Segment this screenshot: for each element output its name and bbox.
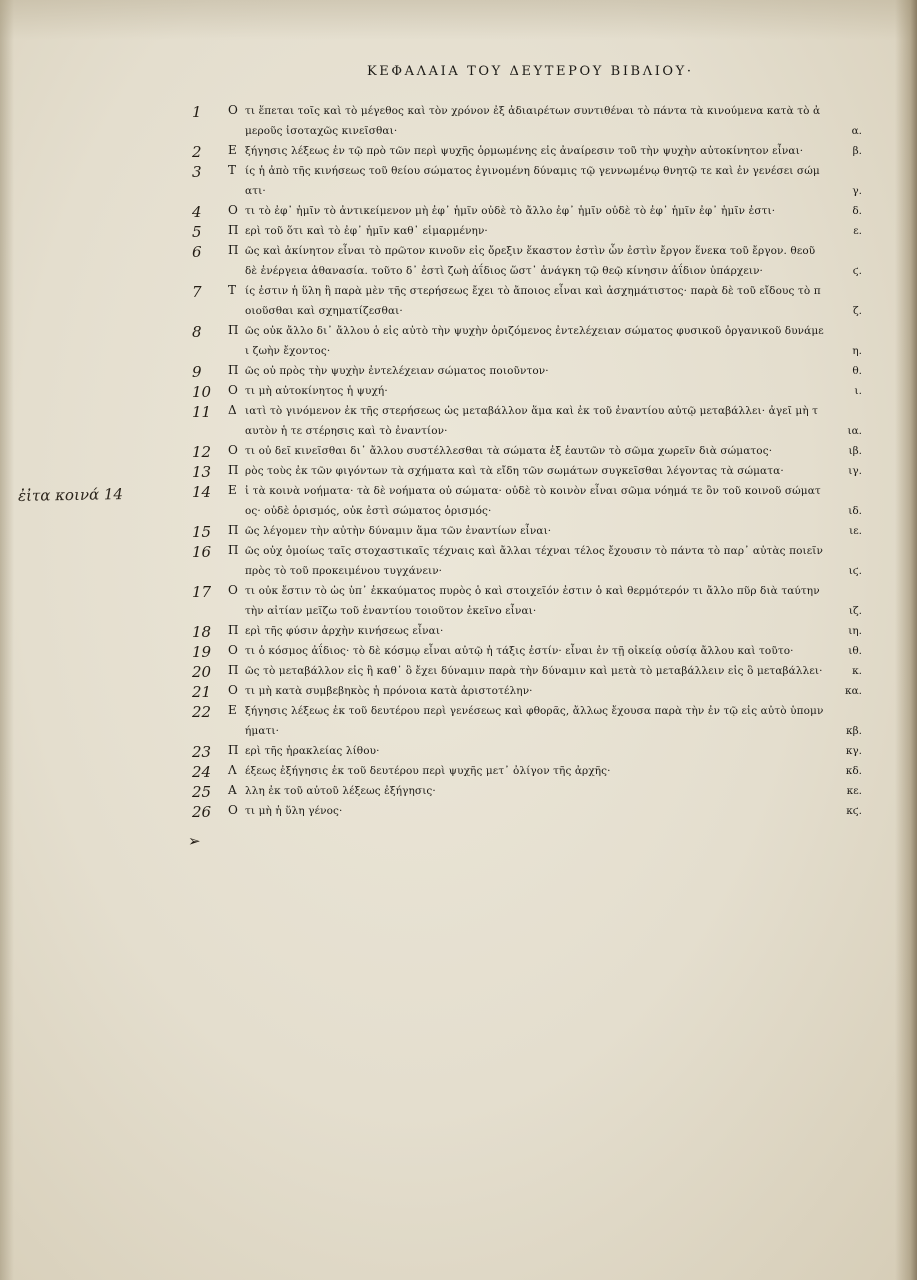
chapter-list xyxy=(192,101,868,821)
chapter-entry xyxy=(192,701,868,741)
entry-text: τι οὐ δεῖ κινεῖσθαι δι᾽ ἄλλου συστέλλεσθαι τὰ σώματα ἐξ ἑαυτῶν τὸ σῶμα χωρεῖν διὰ σώματος· xyxy=(245,445,773,457)
chapter-number: κβ. xyxy=(846,725,862,737)
entry-text: ρὸς τοὺς ἐκ τῶν φιγόντων τὰ σχήματα καὶ τὰ εἴδη τῶν σωμάτων συγκεῖσθαι λέγοντας τὰ σώματα· xyxy=(245,465,784,477)
pointer-mark-icon: ➢ xyxy=(188,832,201,850)
chapter-number: ε. xyxy=(853,225,862,237)
entry-text: τι ὁ κόσμος ἀΐδιος· τὸ δὲ κόσμῳ εἶναι αὐτῷ ἡ τάξις ἐστίν· εἶναι ἐν τῇ οἰκείᾳ οὐσίᾳ ἄλλου καὶ τοῦτο· xyxy=(245,645,794,657)
entry-text: ῶς καὶ ἀκίνητον εἶναι τὸ πρῶτον κινοῦν εἰς ὄρεξιν ἕκαστον ἐστὶν ὧν ἐστὶν ἔργον ἕνεκα τοῦ ἔργον. θεοῦ δὲ ἐνέργεια ἀθανασία. τοῦτο δ᾽ ἐστὶ ζωὴ ἀΐδιος ὥστ᾽ ἀνάγκη τῷ θεῷ κίνησιν ἀΐδιον ὑπάρχειν· xyxy=(245,245,816,277)
chapter-number: η. xyxy=(852,345,862,357)
chapter-entry xyxy=(192,461,868,481)
handwritten-number: 3 xyxy=(192,163,202,181)
chapter-number: ζ. xyxy=(852,305,862,317)
entry-text: ῶς οὐ πρὸς τὴν ψυχὴν ἐντελέχειαν σώματος ποιοῦντον· xyxy=(245,365,549,377)
chapter-entry xyxy=(192,241,868,281)
chapter-entry xyxy=(192,221,868,241)
handwritten-number: 7 xyxy=(192,283,202,301)
chapter-entry xyxy=(192,621,868,641)
handwritten-number: 19 xyxy=(192,643,212,661)
chapter-entry xyxy=(192,161,868,201)
entry-initial: Ο xyxy=(228,583,238,597)
chapter-number: κγ. xyxy=(845,745,862,757)
entry-initial: Ο xyxy=(228,103,238,117)
entry-initial: Π xyxy=(228,743,239,757)
chapter-number: ιζ. xyxy=(848,605,862,617)
entry-initial: Ο xyxy=(228,443,238,457)
entry-text: λλη ἐκ τοῦ αὐτοῦ λέξεως ἐξήγησις· xyxy=(245,785,436,797)
entry-text: ερὶ τοῦ ὅτι καὶ τὸ ἐφ᾽ ἡμῖν καθ᾽ εἱμαρμένην· xyxy=(245,225,488,237)
chapter-number: ιβ. xyxy=(848,445,862,457)
chapter-entry xyxy=(192,481,868,521)
handwritten-number: 21 xyxy=(192,683,212,701)
chapter-number: β. xyxy=(852,145,862,157)
entry-initial: Τ xyxy=(228,163,237,177)
top-edge-shadow xyxy=(0,0,917,40)
chapter-entry xyxy=(192,541,868,581)
entry-text: ῶς οὐκ ἄλλο δι᾽ ἄλλου ὁ εἰς αὐτὸ τὴν ψυχὴν ὁριζόμενος ἐντελέχειαν σώματος φυσικοῦ ὀργανικοῦ δυνάμει ζωὴν ἔχοντος· xyxy=(245,325,824,357)
chapter-entry xyxy=(192,441,868,461)
handwritten-number: 4 xyxy=(192,203,202,221)
chapter-number: κα. xyxy=(845,685,862,697)
entry-initial: Ο xyxy=(228,383,238,397)
chapter-number: κδ. xyxy=(845,765,862,777)
chapter-number: ιη. xyxy=(848,625,862,637)
handwritten-number: 9 xyxy=(192,363,202,381)
entry-text: ερὶ τῆς φύσιν ἀρχὴν κινήσεως εἶναι· xyxy=(245,625,444,637)
handwritten-number: 20 xyxy=(192,663,212,681)
chapter-number: κϛ. xyxy=(846,805,862,817)
chapter-number: ι. xyxy=(854,385,862,397)
chapter-entry xyxy=(192,761,868,781)
entry-text: ἰ τὰ κοινὰ νοήματα· τὰ δὲ νοήματα οὐ σώματα· οὐδὲ τὸ κοινὸν εἶναι σῶμα νόημά τε ὂν τοῦ κοινοῦ σώματος· οὐδὲ ὁρισμός, οὐκ ἐστὶ σώματος ὁρισμός· xyxy=(245,485,821,517)
chapter-entry xyxy=(192,801,868,821)
entry-text: τι ἕπεται τοῖς καὶ τὸ μέγεθος καὶ τὸν χρόνον ἐξ ἀδιαιρέτων συντιθέναι τὸ πάντα τὰ κινούμενα κατὰ τὸ ἀμεροῦς ἰσοταχῶς κινεῖσθαι· xyxy=(245,105,821,137)
chapter-entry xyxy=(192,781,868,801)
chapter-entry xyxy=(192,141,868,161)
handwritten-margin-note: ἐἰτα κοινά 14 xyxy=(17,485,124,505)
handwritten-number: 13 xyxy=(192,463,212,481)
handwritten-number: 12 xyxy=(192,443,212,461)
entry-text: ξήγησις λέξεως ἐκ τοῦ δευτέρου περὶ γενέσεως καὶ φθορᾶς, ἄλλως ἔχουσα παρὰ τὴν ἐν τῷ εἰς αὐτὸ ὑπομνήματι· xyxy=(245,705,824,737)
chapter-entry xyxy=(192,201,868,221)
chapter-number: ιγ. xyxy=(848,465,862,477)
entry-initial: Ο xyxy=(228,803,238,817)
chapter-entry xyxy=(192,661,868,681)
chapter-number: γ. xyxy=(852,185,862,197)
entry-initial: Ο xyxy=(228,683,238,697)
handwritten-number: 23 xyxy=(192,743,212,761)
entry-initial: Π xyxy=(228,243,239,257)
entry-initial: Ο xyxy=(228,643,238,657)
handwritten-number: 2 xyxy=(192,143,202,161)
entry-text: τι τὸ ἐφ᾽ ἡμῖν τὸ ἀντικείμενον μὴ ἐφ᾽ ἡμῖν οὐδὲ τὸ ἄλλο ἐφ᾽ ἡμῖν οὐδὲ τὸ ἐφ᾽ ἡμῖν ἐφ᾽ ἡμῖν ἐστι· xyxy=(245,205,776,217)
handwritten-number: 15 xyxy=(192,523,212,541)
chapter-entry xyxy=(192,281,868,321)
entry-initial: Π xyxy=(228,543,239,557)
handwritten-number: 24 xyxy=(192,763,212,781)
entry-text: ῶς λέγομεν τὴν αὐτὴν δύναμιν ἅμα τῶν ἐναντίων εἶναι· xyxy=(245,525,552,537)
chapter-entry xyxy=(192,401,868,441)
chapter-number: α. xyxy=(851,125,862,137)
entry-text: έξεως ἐξήγησις ἐκ τοῦ δευτέρου περὶ ψυχῆς μετ᾽ ὀλίγον τῆς ἀρχῆς· xyxy=(245,765,611,777)
entry-text: τι μὴ κατὰ συμβεβηκὸς ἡ πρόνοια κατὰ ἀριστοτέλην· xyxy=(245,685,533,697)
handwritten-number: 14 xyxy=(192,483,212,501)
chapter-number: ιε. xyxy=(849,525,862,537)
handwritten-number: 8 xyxy=(192,323,202,341)
handwritten-number: 1 xyxy=(192,103,202,121)
entry-text: ῶς τὸ μεταβάλλον εἰς ἢ καθ᾽ ὃ ἔχει δύναμιν παρὰ τὴν δύναμιν καὶ μετὰ τὸ μεταβάλλειν εἰς ὃ μεταβάλλει· xyxy=(245,665,823,677)
entry-initial: Τ xyxy=(228,283,237,297)
entry-text: ιατὶ τὸ γινόμενον ἐκ τῆς στερήσεως ὡς μεταβάλλον ἅμα καὶ ἐκ τοῦ ἐναντίου αὐτῷ μεταβάλλει· ἀγεῖ μὴ ταυτὸν ἡ τε στέρησις καὶ τὸ ἐναντίον· xyxy=(245,405,819,437)
chapter-entry xyxy=(192,741,868,761)
chapter-number: δ. xyxy=(852,205,862,217)
chapter-number: ϛ. xyxy=(852,265,862,277)
handwritten-number: 22 xyxy=(192,703,212,721)
chapter-entry xyxy=(192,361,868,381)
page-heading: ΚΕΦΑΛΑΙΑ ΤΟΥ ΔΕΥΤΕΡΟΥ ΒΙΒΛΙΟΥ· xyxy=(367,64,694,79)
page-right-edge xyxy=(895,0,917,1280)
entry-initial: Λ xyxy=(228,763,237,777)
entry-text: ερὶ τῆς ἡρακλείας λίθου· xyxy=(245,745,380,757)
entry-initial: Ο xyxy=(228,203,238,217)
handwritten-number: 26 xyxy=(192,803,212,821)
chapter-number: κ. xyxy=(852,665,862,677)
chapter-number: ιθ. xyxy=(848,645,862,657)
chapter-entry xyxy=(192,681,868,701)
handwritten-number: 18 xyxy=(192,623,212,641)
handwritten-number: 11 xyxy=(192,403,212,421)
entry-initial: Ε xyxy=(228,483,237,497)
handwritten-number: 6 xyxy=(192,243,202,261)
entry-initial: Π xyxy=(228,463,239,477)
entry-text: ίς ἡ ἀπὸ τῆς κινήσεως τοῦ θείου σώματος ἐγινομένη δύναμις τῷ γεννωμένῳ θνητῷ τε καὶ ἐν γενέσει σώματι· xyxy=(245,165,820,197)
chapter-number: ια. xyxy=(847,425,862,437)
entry-initial: Ε xyxy=(228,703,237,717)
entry-initial: Π xyxy=(228,363,239,377)
entry-initial: Π xyxy=(228,223,239,237)
chapter-entry xyxy=(192,641,868,661)
chapter-entry xyxy=(192,581,868,621)
chapter-entry xyxy=(192,321,868,361)
handwritten-number: 25 xyxy=(192,783,212,801)
entry-text: ῶς οὐχ ὁμοίως ταῖς στοχαστικαῖς τέχναις καὶ ἄλλαι τέχναι τέλος ἔχουσιν τὸ πάντα τὸ παρ᾽ αὐτὰς ποιεῖν πρὸς τὸ τοῦ προκειμένου τυγχάνειν· xyxy=(245,545,823,577)
entry-initial: Δ xyxy=(228,403,237,417)
entry-initial: Ε xyxy=(228,143,237,157)
chapter-entry xyxy=(192,521,868,541)
entry-text: τι οὐκ ἔστιν τὸ ὡς ὑπ᾽ ἐκκαύματος πυρὸς ὁ καὶ στοιχεῖόν ἐστιν ὁ καὶ θερμότερόν τι ἄλλο πῦρ διὰ ταύτην τὴν αἰτίαν μεῖζω τοῦ ἐναντίου τοιοῦτον ἐκεῖνο εἶναι· xyxy=(245,585,820,617)
chapter-entry xyxy=(192,381,868,401)
entry-initial: Π xyxy=(228,323,239,337)
chapter-entry xyxy=(192,101,868,141)
entry-text: ίς ἐστιν ἡ ὕλη ἢ παρὰ μὲν τῆς στερήσεως ἔχει τὸ ἄποιος εἶναι καὶ ἀσχημάτιστος· παρὰ δὲ τοῦ εἴδους τὸ ποιοῦσθαι καὶ σχηματίζεσθαι· xyxy=(245,285,821,317)
gutter-shadow xyxy=(0,0,14,1280)
handwritten-number: 5 xyxy=(192,223,202,241)
handwritten-number: 10 xyxy=(192,383,212,401)
chapter-number: ιδ. xyxy=(848,505,862,517)
chapter-number: κε. xyxy=(846,785,862,797)
chapter-number: θ. xyxy=(852,365,862,377)
entry-text: τι μὴ αὐτοκίνητος ἡ ψυχή· xyxy=(245,385,388,397)
entry-initial: Π xyxy=(228,663,239,677)
entry-initial: Π xyxy=(228,523,239,537)
entry-initial: Α xyxy=(228,783,237,797)
handwritten-number: 17 xyxy=(192,583,212,601)
entry-initial: Π xyxy=(228,623,239,637)
entry-text: τι μὴ ἡ ὕλη γένος· xyxy=(245,805,343,817)
chapter-number: ιϛ. xyxy=(848,565,862,577)
handwritten-number: 16 xyxy=(192,543,212,561)
entry-text: ξήγησις λέξεως ἐν τῷ πρὸ τῶν περὶ ψυχῆς ὁρμωμένης εἰς ἀναίρεσιν τοῦ τὴν ψυχὴν αὐτοκίνητον εἶναι· xyxy=(245,145,804,157)
